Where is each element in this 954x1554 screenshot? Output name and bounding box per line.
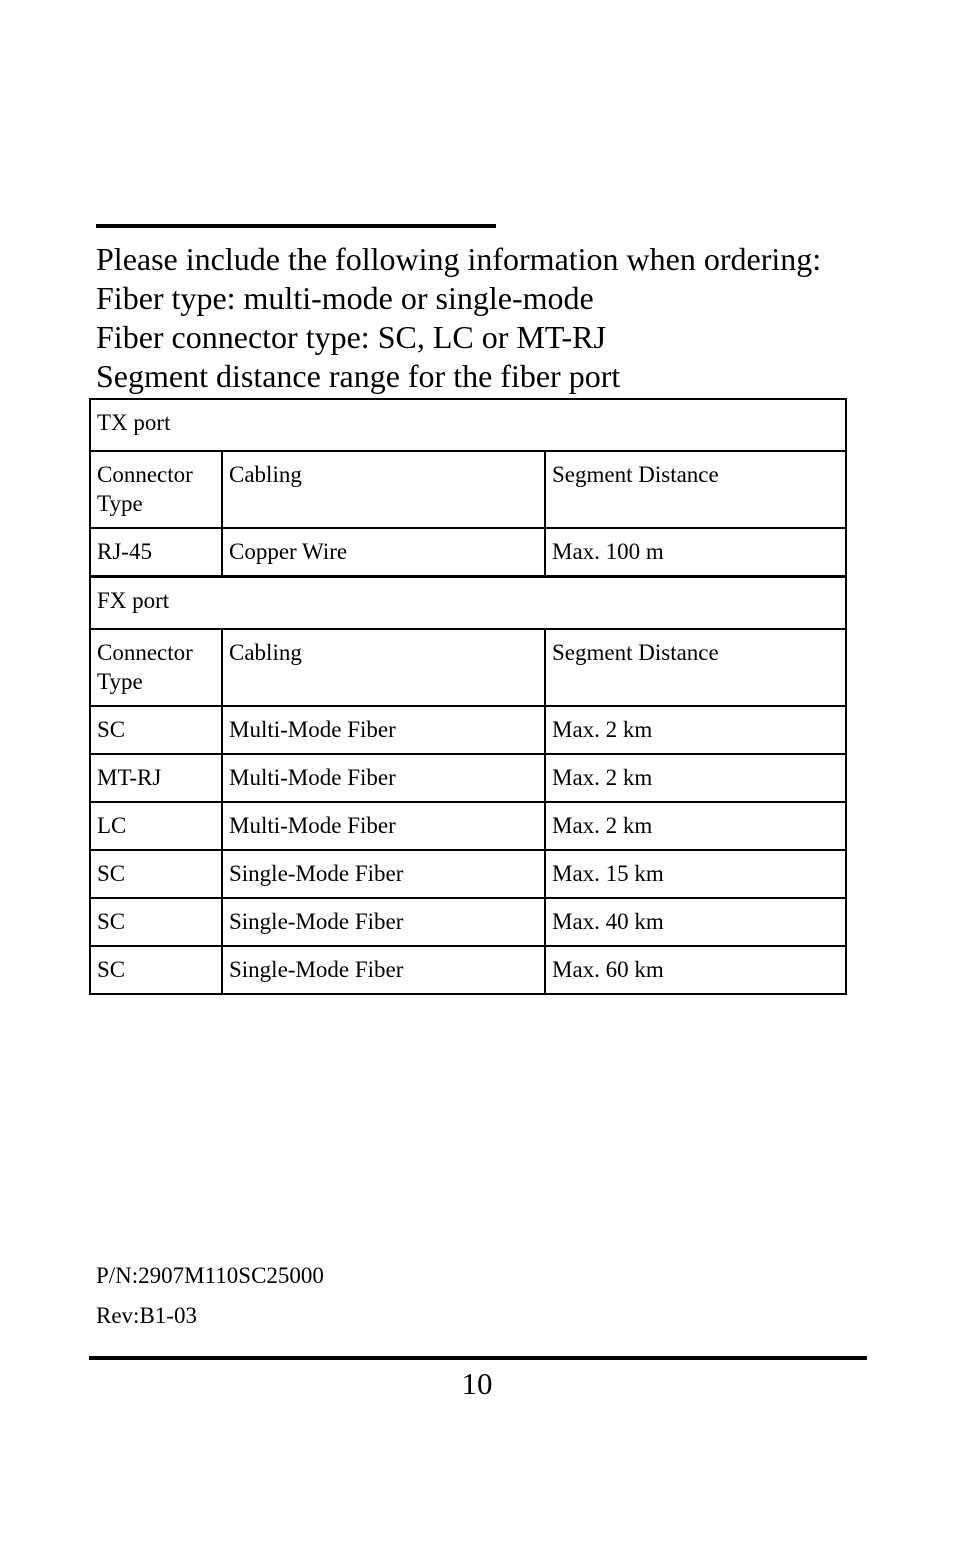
table-row <box>90 802 846 850</box>
cell-cabling: Multi-Mode Fiber <box>222 706 545 754</box>
fx-port-table <box>89 576 847 995</box>
cell-connector: SC <box>90 706 222 754</box>
cell-distance: Max. 100 m <box>545 528 846 576</box>
bottom-divider <box>89 1356 867 1360</box>
fx-port-title: FX port <box>90 577 846 629</box>
cell-cabling: Single-Mode Fiber <box>222 946 545 994</box>
table-row <box>90 754 846 802</box>
cell-distance: Max. 2 km <box>545 706 846 754</box>
cell-connector: SC <box>90 898 222 946</box>
ordering-info <box>96 240 896 396</box>
table-title-row <box>90 577 846 629</box>
cell-connector: SC <box>90 946 222 994</box>
header-cabling: Cabling <box>222 629 545 706</box>
table-header-row <box>90 629 846 706</box>
cell-distance: Max. 2 km <box>545 754 846 802</box>
page-number: 10 <box>461 1366 493 1401</box>
cell-connector: LC <box>90 802 222 850</box>
tx-port-title: TX port <box>90 399 846 451</box>
tx-port-table <box>89 398 847 577</box>
revision: Rev:B1-03 <box>96 1303 197 1328</box>
cell-distance: Max. 60 km <box>545 946 846 994</box>
ordering-info-line: Segment distance range for the fiber port <box>96 358 621 394</box>
table-row <box>90 946 846 994</box>
table-header-row <box>90 451 846 528</box>
cell-cabling: Single-Mode Fiber <box>222 850 545 898</box>
cell-distance: Max. 15 km <box>545 850 846 898</box>
table-row <box>90 850 846 898</box>
ordering-info-line: Fiber type: multi-mode or single-mode <box>96 280 594 316</box>
ordering-info-line: Please include the following information when ordering: <box>96 241 822 277</box>
cell-cabling: Multi-Mode Fiber <box>222 754 545 802</box>
table-row <box>90 898 846 946</box>
part-number: P/N:2907M110SC25000 <box>96 1263 324 1288</box>
header-cabling: Cabling <box>222 451 545 528</box>
header-connector-type: Connector Type <box>90 629 222 706</box>
cell-cabling: Copper Wire <box>222 528 545 576</box>
cell-connector: SC <box>90 850 222 898</box>
ordering-info-line: Fiber connector type: SC, LC or MT-RJ <box>96 319 606 355</box>
table-title-row <box>90 399 846 451</box>
top-divider <box>96 224 496 228</box>
header-segment-distance: Segment Distance <box>545 629 846 706</box>
cell-connector: MT-RJ <box>90 754 222 802</box>
table-row <box>90 528 846 576</box>
cell-cabling: Multi-Mode Fiber <box>222 802 545 850</box>
cell-distance: Max. 40 km <box>545 898 846 946</box>
table-row <box>90 706 846 754</box>
cell-connector: RJ-45 <box>90 528 222 576</box>
cell-cabling: Single-Mode Fiber <box>222 898 545 946</box>
header-segment-distance: Segment Distance <box>545 451 846 528</box>
header-connector-type: Connector Type <box>90 451 222 528</box>
cell-distance: Max. 2 km <box>545 802 846 850</box>
